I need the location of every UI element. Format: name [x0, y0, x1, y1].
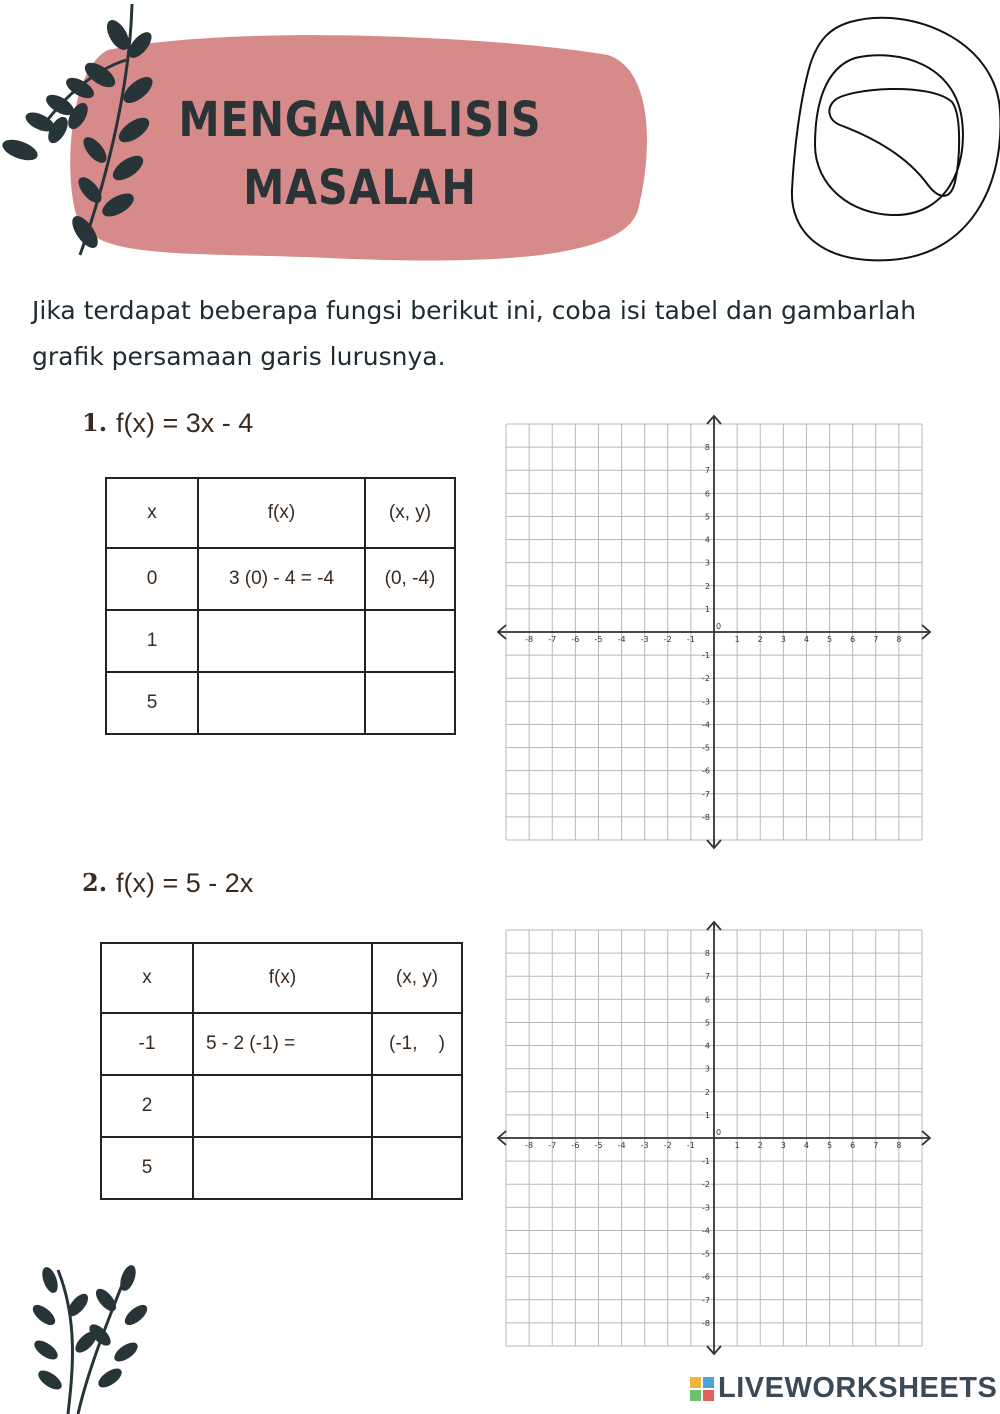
x-tick-label: -7 [548, 1141, 557, 1150]
x-tick-label: 1 [734, 1141, 740, 1150]
x-tick-label: -1 [686, 1141, 695, 1150]
y-tick-label: -6 [702, 1272, 710, 1282]
y-tick-label: -2 [702, 674, 710, 684]
y-tick-label: 2 [704, 1087, 710, 1097]
cell-x: 5 [106, 672, 198, 734]
x-tick-label: -2 [663, 1141, 672, 1150]
question-number-1: 1. [82, 408, 108, 437]
y-tick-label: 4 [704, 1041, 710, 1051]
answer-cell-xy[interactable] [365, 672, 455, 734]
x-tick-label: -5 [594, 635, 603, 644]
y-tick-label: -8 [702, 812, 710, 822]
answer-cell-fx[interactable] [193, 1075, 372, 1137]
x-tick-label: -3 [640, 635, 649, 644]
answer-cell-xy[interactable] [365, 610, 455, 672]
brand-footer[interactable] [690, 1372, 997, 1405]
y-tick-label: -1 [702, 1157, 710, 1167]
instruction-line-1: Jika terdapat beberapa fungsi berikut ini, coba isi tabel dan gambarlah [32, 296, 917, 325]
origin-label: 0 [716, 1128, 722, 1137]
y-tick-label: 3 [704, 558, 710, 568]
x-tick-label: 3 [780, 1141, 786, 1150]
y-tick-label: -7 [702, 789, 710, 799]
y-tick-label: 8 [704, 949, 710, 959]
y-tick-label: -4 [702, 1226, 710, 1236]
instruction-line-2: grafik persamaan garis lurusnya. [32, 342, 446, 371]
table-row [101, 1075, 462, 1137]
question-number-2: 2. [82, 868, 108, 897]
table-header-row [101, 943, 462, 1013]
x-tick-label: 8 [896, 635, 902, 644]
cell-x: 5 [101, 1137, 193, 1199]
y-tick-label: -1 [702, 651, 710, 661]
abstract-outline-icon [780, 10, 1000, 265]
answer-cell-fx[interactable] [198, 672, 365, 734]
y-tick-label: 1 [704, 1110, 710, 1120]
y-tick-label: -2 [702, 1180, 710, 1190]
y-tick-label: -7 [702, 1295, 710, 1305]
y-tick-label: 6 [704, 489, 710, 499]
liveworksheets-logo-icon [690, 1377, 714, 1401]
x-tick-label: -4 [617, 1141, 626, 1150]
question-function-1: f(x) = 3x - 4 [116, 408, 254, 438]
x-tick-label: -7 [548, 635, 557, 644]
coordinate-grid-1[interactable] [496, 414, 932, 850]
page-title-line2: MASALAH [243, 160, 477, 216]
x-tick-label: 7 [873, 635, 879, 644]
value-table-2 [100, 942, 463, 1200]
cell-x: 0 [106, 548, 198, 610]
table-row [106, 610, 455, 672]
cell-x: -1 [101, 1013, 193, 1075]
header-x: x [101, 943, 193, 1013]
y-tick-label: -3 [702, 1203, 710, 1213]
y-tick-label: -4 [702, 720, 710, 730]
header-xy: (x, y) [372, 943, 462, 1013]
x-tick-label: -2 [663, 635, 672, 644]
y-tick-label: 2 [704, 581, 710, 591]
x-tick-label: 3 [780, 635, 786, 644]
x-tick-label: 4 [803, 635, 809, 644]
y-tick-label: -5 [702, 1249, 710, 1259]
x-tick-label: 7 [873, 1141, 879, 1150]
x-tick-label: 6 [850, 1141, 856, 1150]
y-tick-label: 8 [704, 443, 710, 453]
x-tick-label: -6 [571, 1141, 580, 1150]
cell-xy[interactable]: (0, -4) [365, 548, 455, 610]
brand-name: LIVEWORKSHEETS [718, 1372, 998, 1404]
y-tick-label: -6 [702, 766, 710, 776]
x-tick-label: 1 [734, 635, 740, 644]
x-tick-label: -5 [594, 1141, 603, 1150]
question-function-2: f(x) = 5 - 2x [116, 868, 254, 898]
answer-cell-fx[interactable] [193, 1137, 372, 1199]
y-tick-label: 4 [704, 535, 710, 545]
cell-fx[interactable]: 3 (0) - 4 = -4 [198, 548, 365, 610]
x-tick-label: 8 [896, 1141, 902, 1150]
x-tick-label: -4 [617, 635, 626, 644]
y-tick-label: 7 [704, 466, 710, 476]
x-tick-label: -1 [686, 635, 695, 644]
cell-x: 2 [101, 1075, 193, 1137]
cell-fx[interactable]: 5 - 2 (-1) = [193, 1013, 372, 1075]
page-title-line1: MENGANALISIS [178, 92, 542, 148]
x-tick-label: 6 [850, 635, 856, 644]
y-tick-label: -3 [702, 697, 710, 707]
x-tick-label: 2 [757, 635, 763, 644]
cell-x: 1 [106, 610, 198, 672]
x-tick-label: 5 [827, 1141, 833, 1150]
leaf-sprig-icon [28, 1260, 148, 1414]
x-tick-label: 2 [757, 1141, 763, 1150]
header-fx: f(x) [198, 478, 365, 548]
origin-label: 0 [716, 622, 722, 631]
y-tick-label: -8 [702, 1318, 710, 1328]
y-tick-label: -5 [702, 743, 710, 753]
table-row [106, 548, 455, 610]
cell-xy[interactable]: (-1, ) [372, 1013, 462, 1075]
y-tick-label: 1 [704, 604, 710, 614]
x-tick-label: -8 [525, 1141, 534, 1150]
y-tick-label: 7 [704, 972, 710, 982]
table-header-row [106, 478, 455, 548]
y-tick-label: 3 [704, 1064, 710, 1074]
answer-cell-xy[interactable] [372, 1075, 462, 1137]
header-x: x [106, 478, 198, 548]
header-fx: f(x) [193, 943, 372, 1013]
y-tick-label: 6 [704, 995, 710, 1005]
x-tick-label: -3 [640, 1141, 649, 1150]
answer-cell-xy[interactable] [372, 1137, 462, 1199]
value-table-1 [105, 477, 456, 735]
x-tick-label: 4 [803, 1141, 809, 1150]
x-tick-label: -8 [525, 635, 534, 644]
y-tick-label: 5 [704, 512, 710, 522]
x-tick-label: -6 [571, 635, 580, 644]
table-row [101, 1137, 462, 1199]
x-tick-label: 5 [827, 635, 833, 644]
coordinate-grid-2[interactable] [496, 920, 932, 1356]
answer-cell-fx[interactable] [198, 610, 365, 672]
table-row [106, 672, 455, 734]
header-xy: (x, y) [365, 478, 455, 548]
y-tick-label: 5 [704, 1018, 710, 1028]
table-row [101, 1013, 462, 1075]
